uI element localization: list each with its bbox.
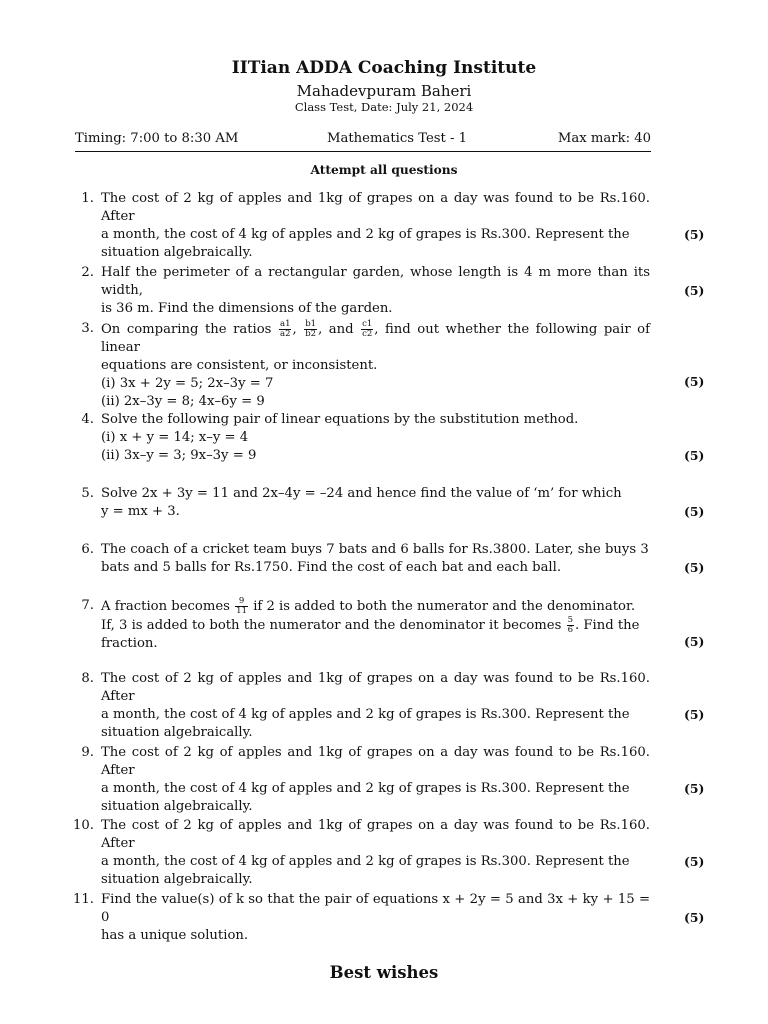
question-line: The cost of 2 kg of apples and 1kg of grapes on a day was found to be Rs.160. After [101,745,650,778]
question-9-marks: (5) [684,781,705,796]
text-run: On comparing the ratios [101,322,272,337]
question-line: Half the perimeter of a rectangular garden, whose length is 4 m more than its width, [101,265,650,298]
question-number: 2. [81,265,94,280]
text-run: find out whether the following pair of linear [101,322,650,355]
timing-label: Timing: 7:00 to 8:30 AM [75,131,239,146]
question-3-marks: (5) [684,374,705,389]
question-text [101,320,650,411]
question-number: 10. [73,818,94,833]
question-line [101,597,650,616]
question-line: (ii) 2x–3y = 8; 4x–6y = 9 [101,394,265,409]
question-number: 9. [81,745,94,760]
fraction-numerator: c1 [362,319,373,329]
fraction-denominator: 6 [567,625,573,635]
fraction-five-sixths [567,616,574,635]
test-date: Class Test, Date: July 21, 2024 [294,100,474,114]
question-line: The cost of 2 kg of apples and 1kg of grapes on a day was found to be Rs.160. After [101,671,650,704]
question-2-marks: (5) [684,283,705,298]
question-text [101,597,650,653]
question-line [101,616,650,635]
max-mark-label: Max mark: 40 [557,131,651,146]
question-line: situation algebraically. [101,799,253,814]
fraction-denominator: b2 [305,329,317,339]
question-11-marks: (5) [684,910,705,925]
header-divider [75,151,651,152]
question-4-marks: (5) [684,448,705,463]
fraction-numerator: 5 [567,615,573,625]
question-line: Solve the following pair of linear equations by the substitution method. [101,412,579,427]
question-line: has a unique solution. [101,928,249,943]
fraction-denominator: 11 [236,606,247,616]
question-line: The cost of 2 kg of apples and 1kg of grapes on a day was found to be Rs.160. After [101,191,650,224]
question-1-marks: (5) [684,227,705,242]
closing-message: Best wishes [329,963,439,982]
question-line: Solve 2x + 3y = 11 and 2x–4y = –24 and hence find the value of ‘m’ for which [101,486,622,501]
question-number: 6. [81,542,94,557]
question-text [101,670,650,742]
text-run: If, 3 is added to both the numerator and the denominator it becomes [101,618,562,633]
question-line: The cost of 2 kg of apples and 1kg of grapes on a day was found to be Rs.160. After [101,818,650,851]
question-number: 4. [81,412,94,427]
question-text [101,485,650,521]
question-line: On comparing the ratios $\frac{a1}{a2}$ , $\frac{b1}{b2}$ , and $\frac{c1}{c2}$ , find out whether the following pair of linear [101,319,650,355]
question-number: 1. [81,191,94,206]
question-line: a month, the cost of 4 kg of apples and 2 kg of grapes is Rs.300. Represent the [101,781,630,796]
question-number: 11. [73,892,94,907]
fraction-numerator: a1 [280,319,291,329]
question-line: fraction. [101,636,158,651]
question-line: (i) 3x + 2y = 5; 2x–3y = 7 [101,376,274,391]
question-number: 8. [81,671,94,686]
question-8-marks: (5) [684,707,705,722]
institute-location: Mahadevpuram Baheri [296,82,472,100]
question-line: bats and 5 balls for Rs.1750. Find the cost of each bat and each ball. [101,560,562,575]
text-run: and [328,322,354,337]
question-text [101,744,650,816]
question-text [101,891,650,945]
question-text [101,190,650,262]
fraction-numerator: b1 [305,319,317,329]
question-text [101,411,650,465]
question-text [101,541,650,577]
question-line: a month, the cost of 4 kg of apples and 2 kg of grapes is Rs.300. Represent the [101,854,630,869]
instruction-heading: Attempt all questions [310,163,458,177]
question-line: (ii) 3x–y = 3; 9x–3y = 9 [101,448,257,463]
question-text [101,264,650,318]
question-line: equations are consistent, or inconsistent. [101,358,378,373]
text-run: if 2 is added to both the numerator and the denominator. [253,599,636,614]
question-text [101,817,650,889]
ratio-c-fraction [361,320,373,339]
question-line: is 36 m. Find the dimensions of the garden. [101,301,393,316]
question-line: The coach of a cricket team buys 7 bats and 6 balls for Rs.3800. Later, she buys 3 [101,542,649,557]
institute-title: IITian ADDA Coaching Institute [231,58,537,78]
question-line: (i) x + y = 14; x–y = 4 [101,430,249,445]
question-number: 7. [81,598,94,613]
test-name-label: Mathematics Test - 1 [327,131,468,146]
fraction-numerator: 9 [235,597,248,607]
fraction-nine-elevenths [235,597,248,616]
question-6-marks: (5) [684,560,705,575]
question-7-marks: (5) [684,634,705,649]
question-line: situation algebraically. [101,872,253,887]
ratio-b-fraction [304,320,317,339]
question-5-marks: (5) [684,504,705,519]
test-info-row [75,130,651,150]
text-run: A fraction becomes [101,599,230,614]
fraction-denominator: a2 [280,329,291,339]
ratio-a-fraction [279,320,291,339]
question-line: Find the value(s) of k so that the pair of equations x + 2y = 5 and 3x + ky + 15 = 0 [101,892,650,925]
question-line: y = mx + 3. [101,504,180,519]
question-line: situation algebraically. [101,725,253,740]
question-line: a month, the cost of 4 kg of apples and 2 kg of grapes is Rs.300. Represent the [101,707,630,722]
text-run: . Find the [574,618,640,633]
question-number: 5. [81,486,94,501]
question-line: a month, the cost of 4 kg of apples and 2 kg of grapes is Rs.300. Represent the [101,227,630,242]
question-10-marks: (5) [684,854,705,869]
fraction-denominator: c2 [362,329,373,339]
question-number: 3. [81,321,94,336]
question-line: situation algebraically. [101,245,253,260]
